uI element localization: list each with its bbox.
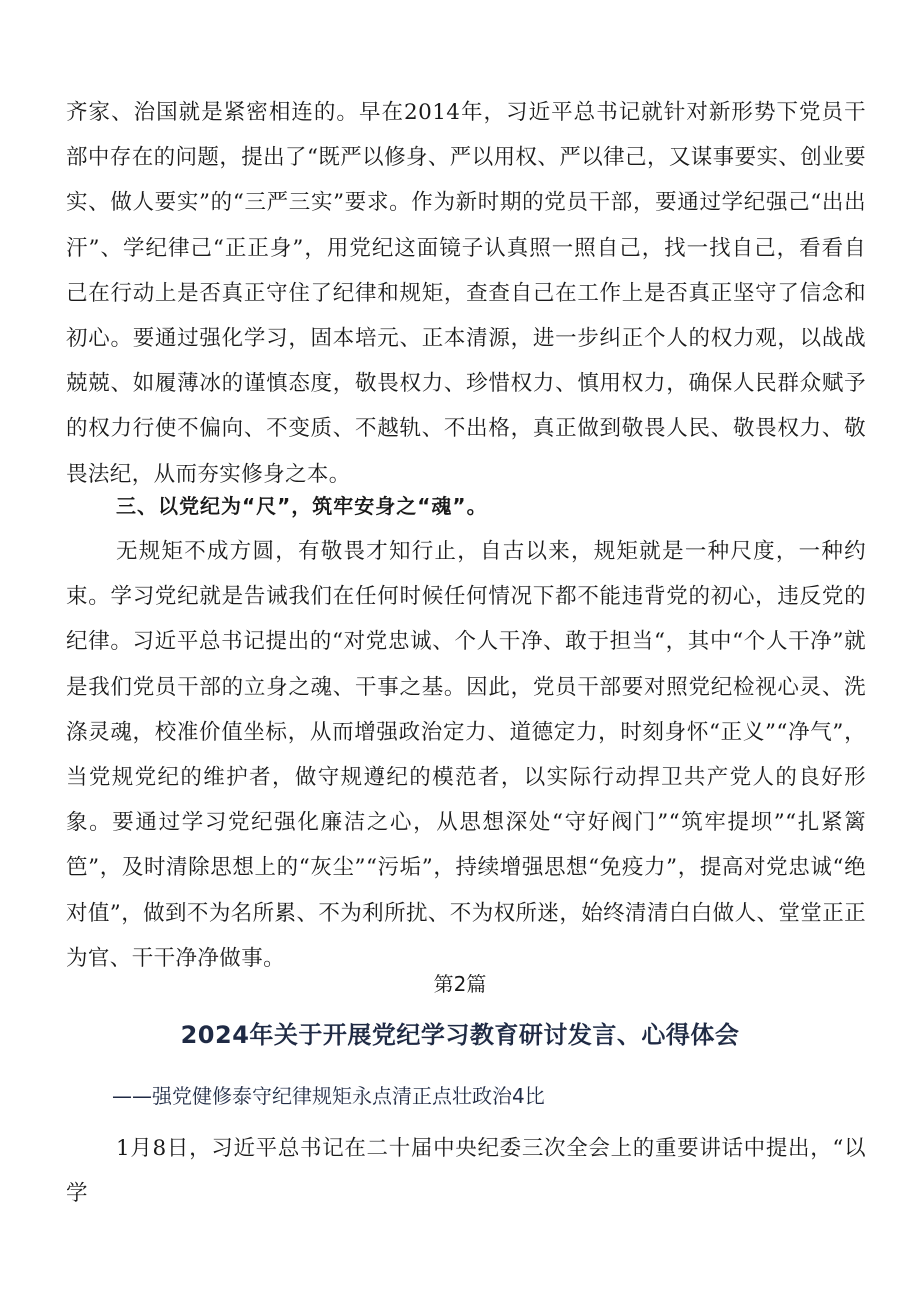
article-subtitle: ——强党健修泰守纪律规矩永点清正点壮政治4比	[112, 1084, 545, 1108]
body-paragraph-2: 无规矩不成方圆，有敬畏才知行止，自古以来，规矩就是一种尺度，一种约束。学习党纪就是告诫我们在任何时候任何情况下都不能违背党的初心，违反党的纪律。习近平总书记提出的“对党忠诚、个人干净、敢于担当“，其中“个人干净”就是我们党员干部的立身之魂、干事之基。因此，党员干部要对照党纪检视心灵、洗涤灵魂，校准价值坐标，从而增强政治定力、道德定力，时刻身怀“正义”“净气”，当党规党纪的维护者，做守规遵纪的模范者，以实际行动捍卫共产党人的良好形象。要通过学习党纪强化廉洁之心，从思想深处“守好阀门”“筑牢提坝”“扎紧篱笆”，及时清除思想上的“灰尘”“污垢”，持续增强思想“免疫力”，提高对党忠诚“绝对值”，做到不为名所累、不为利所扰、不为权所迷，始终清清白白做人、堂堂正正为官、干干净净做事。	[66, 539, 866, 971]
article-title: 2024年关于开展党纪学习教育研讨发言、心得体会	[180, 1021, 740, 1049]
body-paragraph-1: 齐家、治国就是紧密相连的。早在2014年，习近平总书记就针对新形势下党员干部中存在的问题，提出了“既严以修身、严以用权、严以律己，又谋事要实、创业要实、做人要实”的“三严三实”要求。作为新时期的党员干部，要通过学纪强己“出出汗”、学纪律己“正正身”，用党纪这面镜子认真照一照自己，找一找自己，看看自己在行动上是否真正守住了纪律和规矩，查查自己在工作上是否真正坚守了信念和初心。要通过强化学习，固本培元、正本清源，进一步纠正个人的权力观，以战战兢兢、如履薄冰的谨慎态度，敬畏权力、珍惜权力、慎用权力，确保人民群众赋予的权力行使不偏向、不变质、不越轨、不出格，真正做到敬畏人民、敬畏权力、敬畏法纪，从而夯实修身之本。	[66, 100, 866, 487]
section-heading-3: 三、以党纪为“尺”，筑牢安身之“魂”。	[116, 494, 488, 518]
article-number: 第2篇	[433, 972, 487, 996]
body-paragraph-3: 1月8日，习近平总书记在二十届中央纪委三次全会上的重要讲话中提出，“以学	[66, 1136, 866, 1207]
